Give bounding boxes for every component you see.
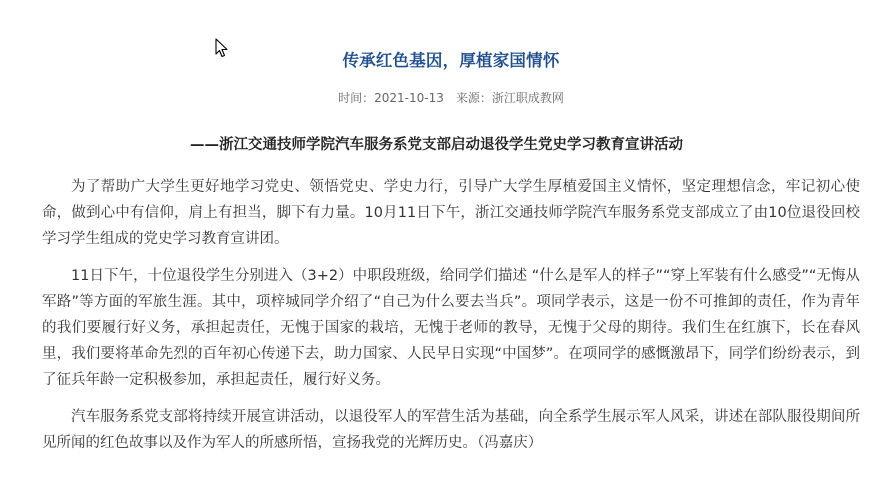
paragraph: 汽车服务系党支部将持续开展宣讲活动，以退役军人的军营生活为基础，向全系学生展示军人风采，讲述在部队服役期间所见所闻的红色故事以及作为军人的所感所悟，宣扬我党的光辉历史。（冯嘉庆） — [42, 409, 860, 451]
article-meta — [42, 89, 860, 106]
article-title: 传承红色基因，厚植家国情怀 — [342, 51, 560, 70]
publish-date: 2021-10-13 — [374, 91, 444, 105]
article-subtitle: ——浙江交通技师学院汽车服务系党支部启动退役学生党史学习教育宣讲活动 — [190, 137, 683, 153]
article-body — [42, 174, 860, 467]
source-label: 来源： — [455, 91, 492, 105]
paragraph: 为了帮助广大学生更好地学习党史、领悟党史、学史力行，引导广大学生厚植爱国主义情怀，坚定理想信念，牢记初心使命，做到心中有信仰，肩上有担当，脚下有力量。10月11日下午，浙江交通技师学院汽车服务系党支部成立了由10位退役回校学习学生组成的党史学习教育宣讲团。 — [42, 179, 860, 247]
source-name: 浙江职成教网 — [491, 91, 564, 105]
paragraph: 11日下午，十位退役学生分别进入（3+2）中职段班级，给同学们描述 “什么是军人的样子”“穿上军装有什么感受”“无悔从军路”等方面的军旅生涯。其中，项梓城同学介绍了“自己为什么要去当兵”。项同学表示，这是一份不可推卸的责任，作为青年的我们要履行好义务，承担起责任，无愧于国家的栽培，无愧于老师的教导，无愧于父母的期待。我们生在红旗下，长在春风里，我们要将革命先烈的百年初心传递下去，助力国家、人民早日实现“中国梦”。在项同学的感慨激昂下，同学们纷纷表示，到了征兵年龄一定积极参加，承担起责任，履行好义务。 — [42, 268, 860, 388]
time-label: 时间： — [338, 91, 375, 105]
